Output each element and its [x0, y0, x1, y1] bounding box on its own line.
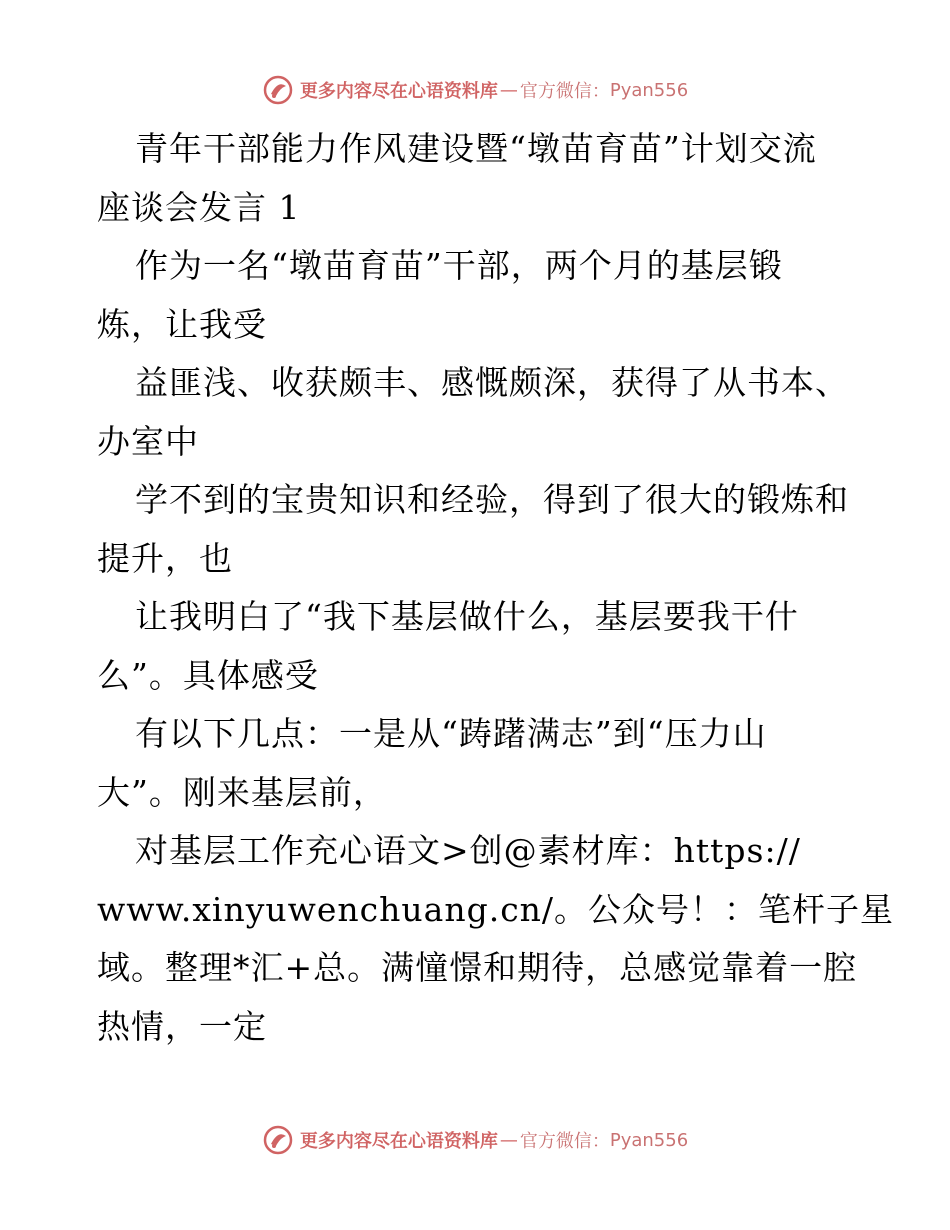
header-watermark — [0, 70, 950, 110]
watermark-tag: 官方微信： — [519, 81, 610, 102]
footer-watermark — [0, 1120, 950, 1160]
text-line: 对基层工作充心语文>创@素材库：https:// — [135, 831, 801, 870]
text-line: 学不到的宝贵知识和经验，得到了很大的锻炼和 — [135, 480, 849, 519]
text-line: 座谈会发言 1 — [97, 187, 301, 227]
text-line: 提升，也 — [97, 538, 233, 578]
watermark-brand: 更多内容尽在心语资料库 — [299, 81, 498, 102]
text-line: 有以下几点：一是从“踌躇满志”到“压力山 — [135, 714, 767, 753]
watermark-id: Pyan556 — [609, 79, 689, 101]
watermark-separator: — — [499, 79, 518, 101]
watermark-separator: — — [499, 1129, 518, 1151]
text-line: 益匪浅、收获颇丰、感慨颇深，获得了从书本、 — [135, 363, 849, 402]
text-line: 炼，让我受 — [97, 304, 267, 344]
text-line: www.xinyuwenchuang.cn/。公众号！：笔杆子星 — [97, 889, 895, 929]
document-body — [97, 120, 895, 1056]
text-line: 么”。具体感受 — [97, 655, 319, 695]
brand-logo-icon — [262, 1124, 294, 1156]
watermark-id: Pyan556 — [609, 1129, 689, 1151]
watermark-tag: 官方微信： — [519, 1131, 610, 1152]
watermark-brand: 更多内容尽在心语资料库 — [299, 1131, 498, 1152]
text-line: 青年干部能力作风建设暨“墩苗育苗”计划交流 — [135, 129, 817, 168]
text-line: 域。整理*汇+总。满憧憬和期待，总感觉靠着一腔 — [97, 948, 858, 987]
text-line: 办室中 — [97, 421, 199, 461]
brand-logo-icon — [262, 74, 294, 106]
text-line: 热情，一定 — [97, 1006, 267, 1046]
text-line: 作为一名“墩苗育苗”干部，两个月的基层锻 — [135, 246, 783, 285]
text-line: 大”。刚来基层前， — [97, 772, 387, 812]
text-line: 让我明白了“我下基层做什么，基层要我干什 — [135, 597, 799, 636]
